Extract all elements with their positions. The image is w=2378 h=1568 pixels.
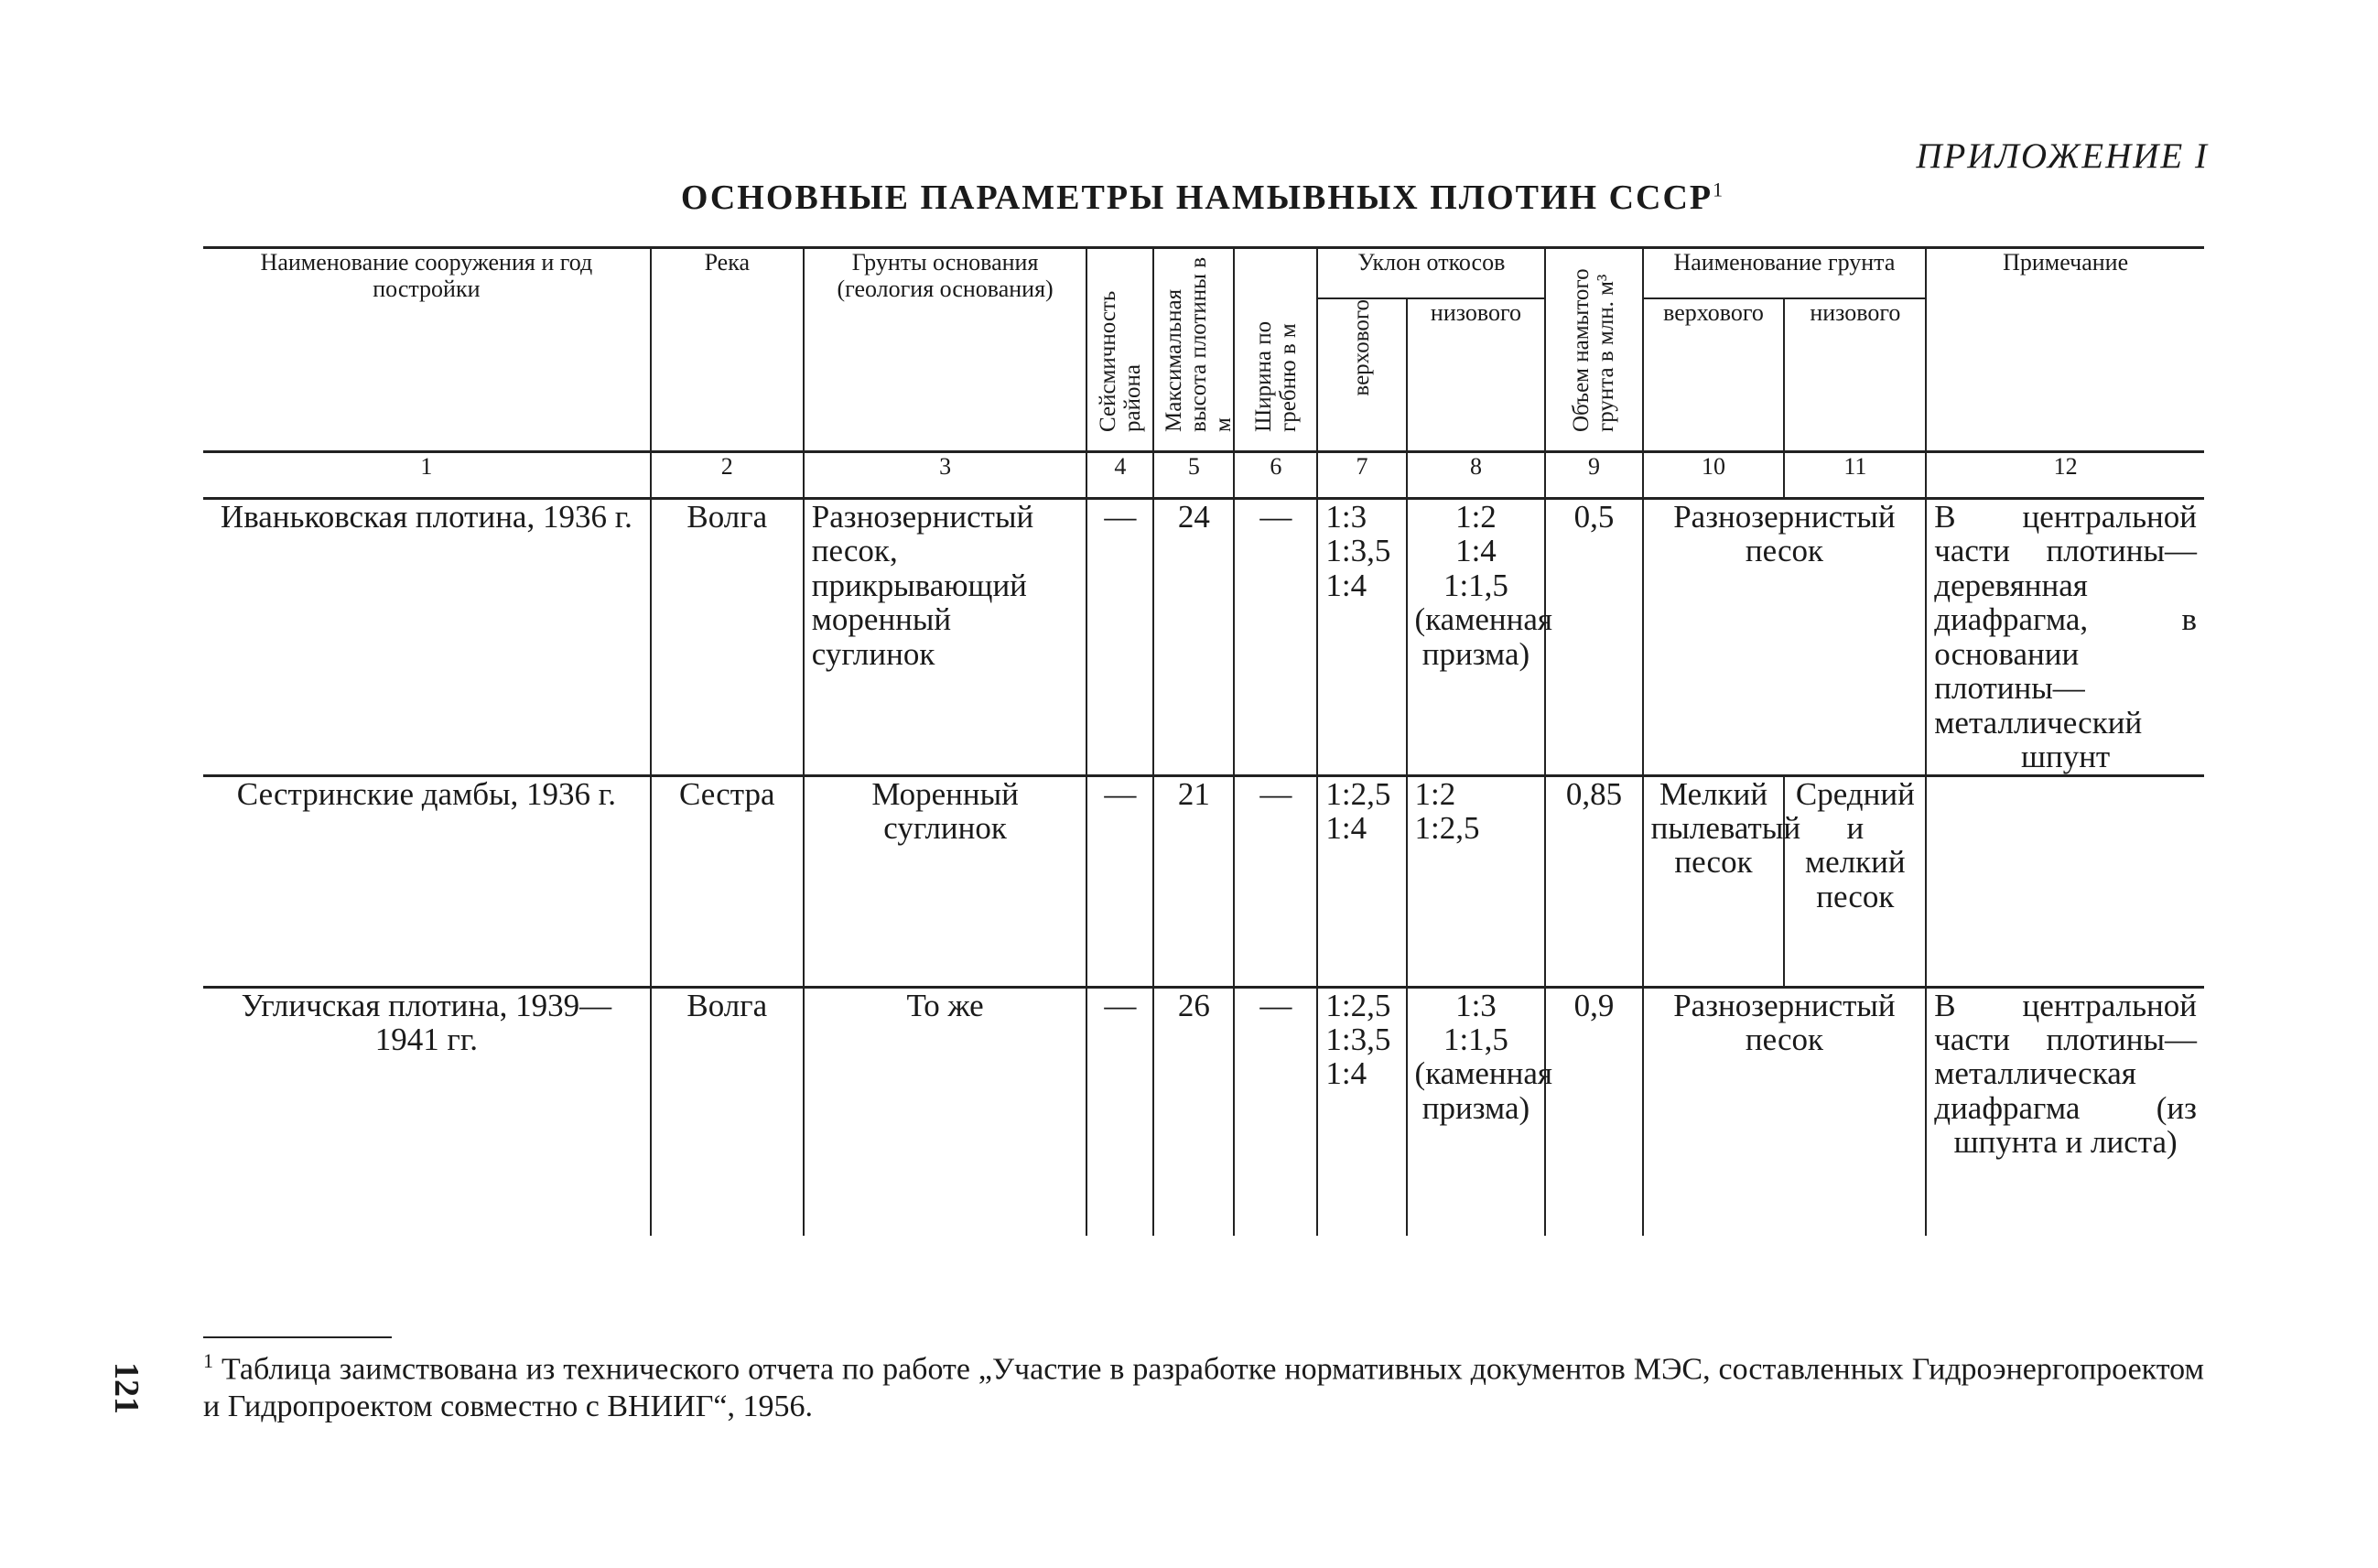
header-seismic — [1086, 248, 1153, 452]
fill-volume: 0,85 — [1545, 775, 1642, 987]
header-soils: Грунты основания (геология основания) — [804, 248, 1087, 452]
header-volume-text: Объем намытого грунта в млн. м³ — [1569, 268, 1619, 432]
seismicity: — — [1086, 499, 1153, 776]
col-num: 5 — [1153, 452, 1234, 499]
foundation-soils: То же — [804, 987, 1087, 1236]
header-river: Река — [651, 248, 804, 452]
column-numbers-row — [203, 452, 2204, 499]
dam-name: Сестринские дамбы, 1936 г. — [203, 775, 651, 987]
soil-upstream: Мелкий пылеватый песок — [1643, 775, 1785, 987]
header-slope-up — [1317, 298, 1406, 451]
table-row — [203, 987, 2204, 1236]
col-num: 8 — [1407, 452, 1546, 499]
max-height: 26 — [1153, 987, 1234, 1236]
soil-downstream: Средний и мелкий песок — [1784, 775, 1926, 987]
seismicity: — — [1086, 775, 1153, 987]
header-volume — [1545, 248, 1642, 452]
dam-name: Иваньковская плотина, 1936 г. — [203, 499, 651, 776]
title-footnote-mark: 1 — [1713, 178, 1725, 201]
header-slope-up-text: верхового — [1349, 299, 1375, 396]
max-height: 24 — [1153, 499, 1234, 776]
header-crest-width-text: Ширина по гребню в м — [1250, 320, 1301, 432]
header-note: Примечание — [1926, 248, 2204, 452]
slope-upstream: 1:2,5 1:4 — [1317, 775, 1406, 987]
appendix-label: ПРИЛОЖЕНИЕ I — [1916, 136, 2209, 176]
header-row-1 — [203, 248, 2204, 299]
note: В центральной части плотины—металлическая диафрагма (из шпунта и листа) — [1926, 987, 2204, 1236]
max-height: 21 — [1153, 775, 1234, 987]
soil-type: Разнозернистый песок — [1643, 499, 1927, 776]
header-soil-down: низового — [1784, 298, 1926, 451]
note — [1926, 775, 2204, 987]
header-soil-group: Наименование грунта — [1643, 248, 1927, 299]
river: Сестра — [651, 775, 804, 987]
footnote — [203, 1349, 2204, 1426]
table-row — [203, 775, 2204, 987]
header-seismic-text: Сейсмичность района — [1095, 290, 1145, 432]
dam-name: Угличская плотина, 1939—1941 гг. — [203, 987, 651, 1236]
foundation-soils: Моренный суглинок — [804, 775, 1087, 987]
header-slope-group: Уклон откосов — [1317, 248, 1545, 299]
header-max-height — [1153, 248, 1237, 452]
foundation-soils: Разнозернистый песок, прикрывающий моренный суглинок — [804, 499, 1087, 776]
note: В центральной части плотины—деревянная диафрагма, в основании плотины—металлический шпунт — [1926, 499, 2204, 776]
col-num: 1 — [203, 452, 651, 499]
table-row — [203, 499, 2204, 776]
col-num: 9 — [1545, 452, 1642, 499]
col-num: 12 — [1926, 452, 2204, 499]
slope-downstream: 1:2 1:4 1:1,5 (каменная призма) — [1407, 499, 1546, 776]
page-number: 121 — [107, 1362, 146, 1414]
title-text: ОСНОВНЫЕ ПАРАМЕТРЫ НАМЫВНЫХ ПЛОТИН СССР — [680, 178, 1713, 217]
fill-volume: 0,5 — [1545, 499, 1642, 776]
slope-upstream: 1:3 1:3,5 1:4 — [1317, 499, 1406, 776]
slope-downstream: 1:3 1:1,5 (каменная призма) — [1407, 987, 1546, 1236]
slope-upstream: 1:2,5 1:3,5 1:4 — [1317, 987, 1406, 1236]
col-num: 4 — [1086, 452, 1153, 499]
crest-width: — — [1234, 775, 1317, 987]
header-max-height-text: Максимальная высота плотины в м — [1162, 256, 1237, 432]
col-num: 3 — [804, 452, 1087, 499]
col-num: 7 — [1317, 452, 1406, 499]
page-title — [0, 178, 2378, 218]
col-num: 10 — [1643, 452, 1785, 499]
footnote-divider — [203, 1336, 392, 1338]
col-num: 11 — [1784, 452, 1926, 499]
col-num: 2 — [651, 452, 804, 499]
seismicity: — — [1086, 987, 1153, 1236]
footnote-text: Таблица заимствована из технического отчета по работе „Участие в разработке нормативных документов МЭС, составленных Гидроэнергопроектом и Гидропроектом совместно с ВНИИГ“, 1956. — [203, 1352, 2205, 1424]
river: Волга — [651, 499, 804, 776]
crest-width: — — [1234, 987, 1317, 1236]
fill-volume: 0,9 — [1545, 987, 1642, 1236]
river: Волга — [651, 987, 804, 1236]
footnote-mark: 1 — [203, 1349, 213, 1372]
header-name: Наименование сооружения и год постройки — [203, 248, 651, 452]
header-soil-up: верхового — [1643, 298, 1785, 451]
soil-type: Разнозернистый песок — [1643, 987, 1927, 1236]
header-slope-down: низового — [1407, 298, 1546, 451]
crest-width: — — [1234, 499, 1317, 776]
col-num: 6 — [1234, 452, 1317, 499]
header-crest-width — [1234, 248, 1317, 452]
dams-table — [203, 246, 2204, 1236]
slope-downstream: 1:2 1:2,5 — [1407, 775, 1546, 987]
